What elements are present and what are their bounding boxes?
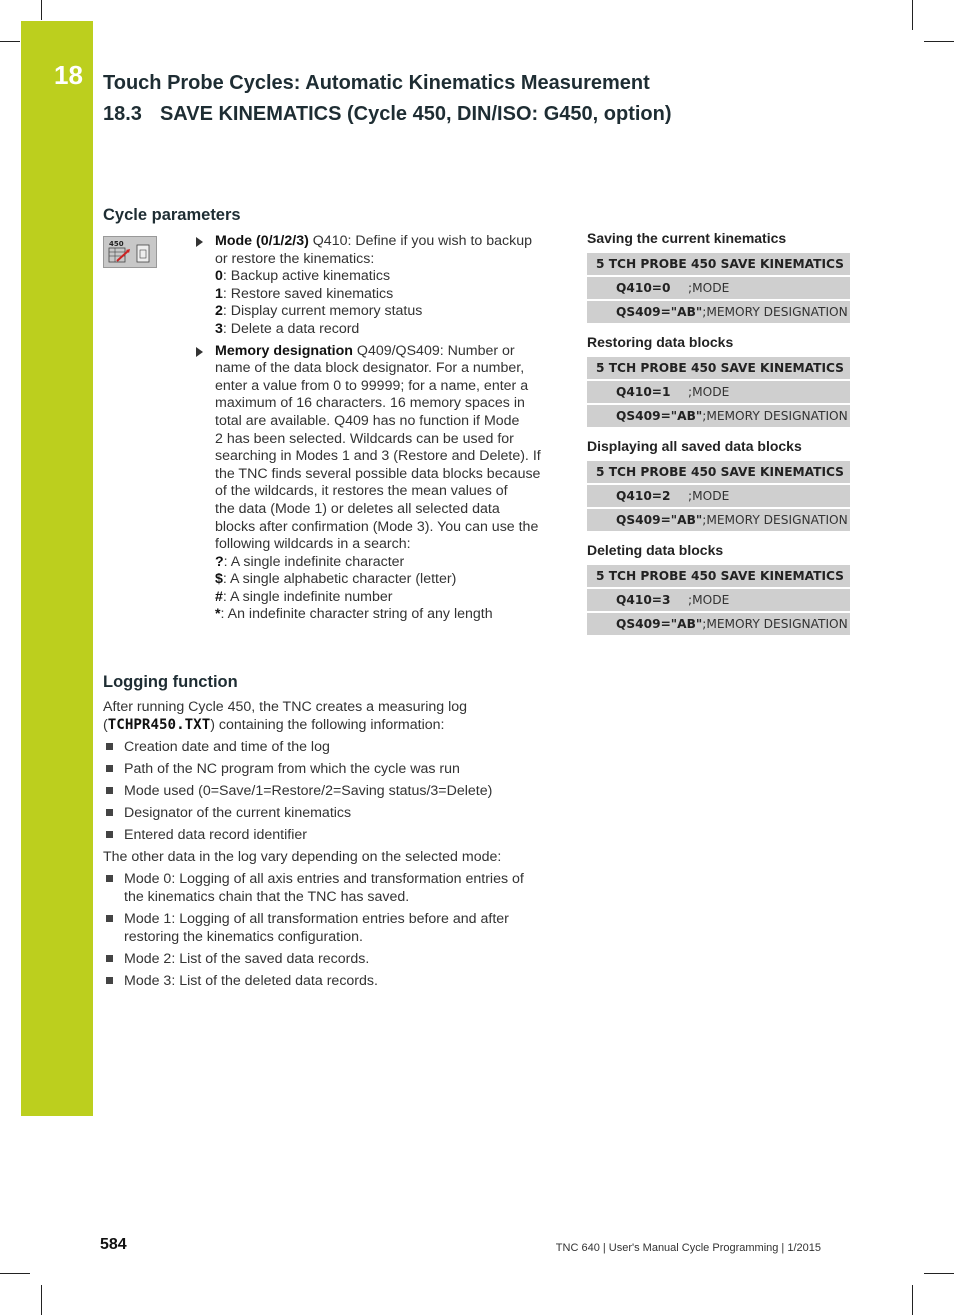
code-param: Q410=2 <box>616 489 671 503</box>
log-filename: TCHPR450.TXT <box>107 717 211 733</box>
cycle-450-icon <box>103 236 157 268</box>
section-number: 18.3 <box>103 103 142 125</box>
arrow-right-icon <box>196 237 203 247</box>
option-text: : A single alphabetic character (letter) <box>222 571 457 588</box>
crop-mark <box>924 1273 954 1274</box>
wildcard-option <box>215 554 554 572</box>
code-line <box>587 509 850 531</box>
code-line: 5 TCH PROBE 450 SAVE KINEMATICS <box>587 565 850 587</box>
crop-mark <box>912 1285 913 1315</box>
code-param: Q410=0 <box>616 281 671 295</box>
list-item: Entered data record identifier <box>103 826 563 844</box>
example-block <box>587 230 850 323</box>
option-key: 3 <box>215 320 223 337</box>
code-comment: ;MEMORY DESIGNATION <box>702 409 848 423</box>
param-desc: following wildcards in a search: <box>215 536 411 553</box>
list-item: Designator of the current kinematics <box>103 804 563 822</box>
param-desc: 2 has been selected. Wildcards can be used for <box>215 430 514 447</box>
param-desc: the TNC finds several possible data blocks because <box>215 465 541 482</box>
logging-intro <box>103 698 563 734</box>
cycle-450-graphic <box>104 237 156 267</box>
logging-middle-text: The other data in the log vary depending on the selected mode: <box>103 849 502 865</box>
chapter-tab <box>21 21 93 1116</box>
code-line <box>587 485 850 507</box>
param-desc: name of the data block designator. For a number, <box>215 360 525 377</box>
example-block <box>587 438 850 531</box>
intro-text: ) containing the following information: <box>210 717 445 733</box>
code-param: QS409="AB" <box>616 617 703 631</box>
section-title <box>103 103 672 126</box>
code-param: QS409="AB" <box>616 305 703 319</box>
param-option <box>215 286 554 304</box>
option-text: : Delete a data record <box>222 320 360 337</box>
code-line: 5 TCH PROBE 450 SAVE KINEMATICS <box>587 461 850 483</box>
code-line <box>587 405 850 427</box>
param-mode <box>196 233 554 339</box>
logging-body <box>103 698 563 994</box>
list-item: Mode 0: Logging of all axis entries and transformation entries of the kinematics chain that the TNC has saved. <box>103 870 545 906</box>
param-option <box>215 321 554 339</box>
list-item: Mode 3: List of the deleted data records. <box>103 972 545 990</box>
code-line: 5 TCH PROBE 450 SAVE KINEMATICS <box>587 253 850 275</box>
option-text: : An indefinite character string of any length <box>220 606 493 623</box>
param-desc: Q409/QS409: Number or <box>352 342 515 359</box>
code-param: QS409="AB" <box>616 513 703 527</box>
crop-mark <box>0 41 20 42</box>
example-blocks <box>587 230 850 646</box>
logging-function-heading: Logging function <box>103 673 238 691</box>
list-item: Mode 1: Logging of all transformation entries before and after restoring the kinematics configuration. <box>103 910 545 946</box>
param-desc: Q410: Define if you wish to backup <box>308 233 533 249</box>
option-key: $ <box>215 571 223 588</box>
option-text: : Restore saved kinematics <box>222 285 394 302</box>
param-desc: the data (Mode 1) or deletes all selected data <box>215 500 500 517</box>
param-name: Mode (0/1/2/3) <box>215 233 309 249</box>
list-item: Creation date and time of the log <box>103 738 563 756</box>
option-key: 1 <box>215 285 223 302</box>
param-desc: or restore the kinematics: <box>215 250 375 267</box>
example-title: Saving the current kinematics <box>587 230 787 246</box>
mode-data-list <box>103 870 563 990</box>
arrow-right-icon <box>196 347 203 357</box>
crop-mark <box>0 1273 30 1274</box>
list-item: Mode 2: List of the saved data records. <box>103 950 545 968</box>
param-first-line <box>215 233 554 251</box>
code-line <box>587 381 850 403</box>
param-option <box>215 303 554 321</box>
option-key: * <box>215 606 221 623</box>
page-number: 584 <box>100 1236 127 1253</box>
code-comment: ;MODE <box>688 593 730 607</box>
param-desc: blocks after confirmation (Mode 3). You can use the <box>215 518 539 535</box>
param-name: Memory designation <box>215 342 353 359</box>
memory-glyph <box>137 245 149 262</box>
code-comment: ;MEMORY DESIGNATION <box>702 305 848 319</box>
code-line <box>587 277 850 299</box>
code-param: QS409="AB" <box>616 409 703 423</box>
option-text: : A single indefinite number <box>222 588 393 605</box>
option-key: # <box>215 588 223 605</box>
section-name: SAVE KINEMATICS (Cycle 450, DIN/ISO: G450, option) <box>159 103 672 125</box>
code-line <box>587 301 850 323</box>
param-desc: enter a value from 0 to 99999; for a name, enter a <box>215 377 529 394</box>
footer-text: TNC 640 | User's Manual Cycle Programming | 1/2015 <box>555 1242 821 1254</box>
wildcard-option <box>215 589 554 607</box>
param-memory-designation <box>196 343 554 625</box>
crop-mark <box>41 1285 42 1315</box>
option-key: 2 <box>215 303 223 320</box>
example-block <box>587 542 850 635</box>
chapter-number: 18 <box>54 60 83 90</box>
option-key: 0 <box>215 268 223 285</box>
param-desc: maximum of 16 characters. 16 memory spaces in <box>215 395 525 412</box>
code-param: Q410=3 <box>616 593 671 607</box>
param-first-line <box>215 343 554 361</box>
param-desc: searching in Modes 1 and 3 (Restore and Delete). If <box>215 448 541 465</box>
param-desc: total are available. Q409 has no function if Mode <box>215 412 520 429</box>
code-line <box>587 589 850 611</box>
crop-mark <box>41 0 42 20</box>
wildcard-option <box>215 606 554 624</box>
option-text: : Backup active kinematics <box>222 268 391 285</box>
param-desc: of the wildcards, it restores the mean values of <box>215 483 508 500</box>
example-block <box>587 334 850 427</box>
crop-mark <box>924 41 954 42</box>
example-title: Deleting data blocks <box>587 542 724 558</box>
chapter-title: Touch Probe Cycles: Automatic Kinematics Measurement <box>103 72 650 94</box>
cycle-parameters-heading: Cycle parameters <box>103 206 241 224</box>
code-line: 5 TCH PROBE 450 SAVE KINEMATICS <box>587 357 850 379</box>
list-item: Mode used (0=Save/1=Restore/2=Saving status/3=Delete) <box>103 782 563 800</box>
code-param: Q410=1 <box>616 385 671 399</box>
crop-mark <box>912 0 913 30</box>
option-key: ? <box>215 553 224 570</box>
parameter-list <box>196 233 554 628</box>
example-title: Restoring data blocks <box>587 334 734 350</box>
wildcard-option <box>215 571 554 589</box>
code-comment: ;MODE <box>688 385 730 399</box>
code-line <box>587 613 850 635</box>
code-comment: ;MODE <box>688 489 730 503</box>
example-title: Displaying all saved data blocks <box>587 438 802 454</box>
option-text: : Display current memory status <box>222 303 423 320</box>
icon-label: 450 <box>109 240 124 248</box>
log-info-list <box>103 738 563 844</box>
intro-text: After running Cycle 450, the TNC creates a measuring log ( <box>103 699 468 733</box>
code-comment: ;MEMORY DESIGNATION <box>702 513 848 527</box>
param-option <box>215 268 554 286</box>
list-item: Path of the NC program from which the cycle was run <box>103 760 563 778</box>
option-text: : A single indefinite character <box>223 553 405 570</box>
code-comment: ;MEMORY DESIGNATION <box>702 617 848 631</box>
code-comment: ;MODE <box>688 281 730 295</box>
